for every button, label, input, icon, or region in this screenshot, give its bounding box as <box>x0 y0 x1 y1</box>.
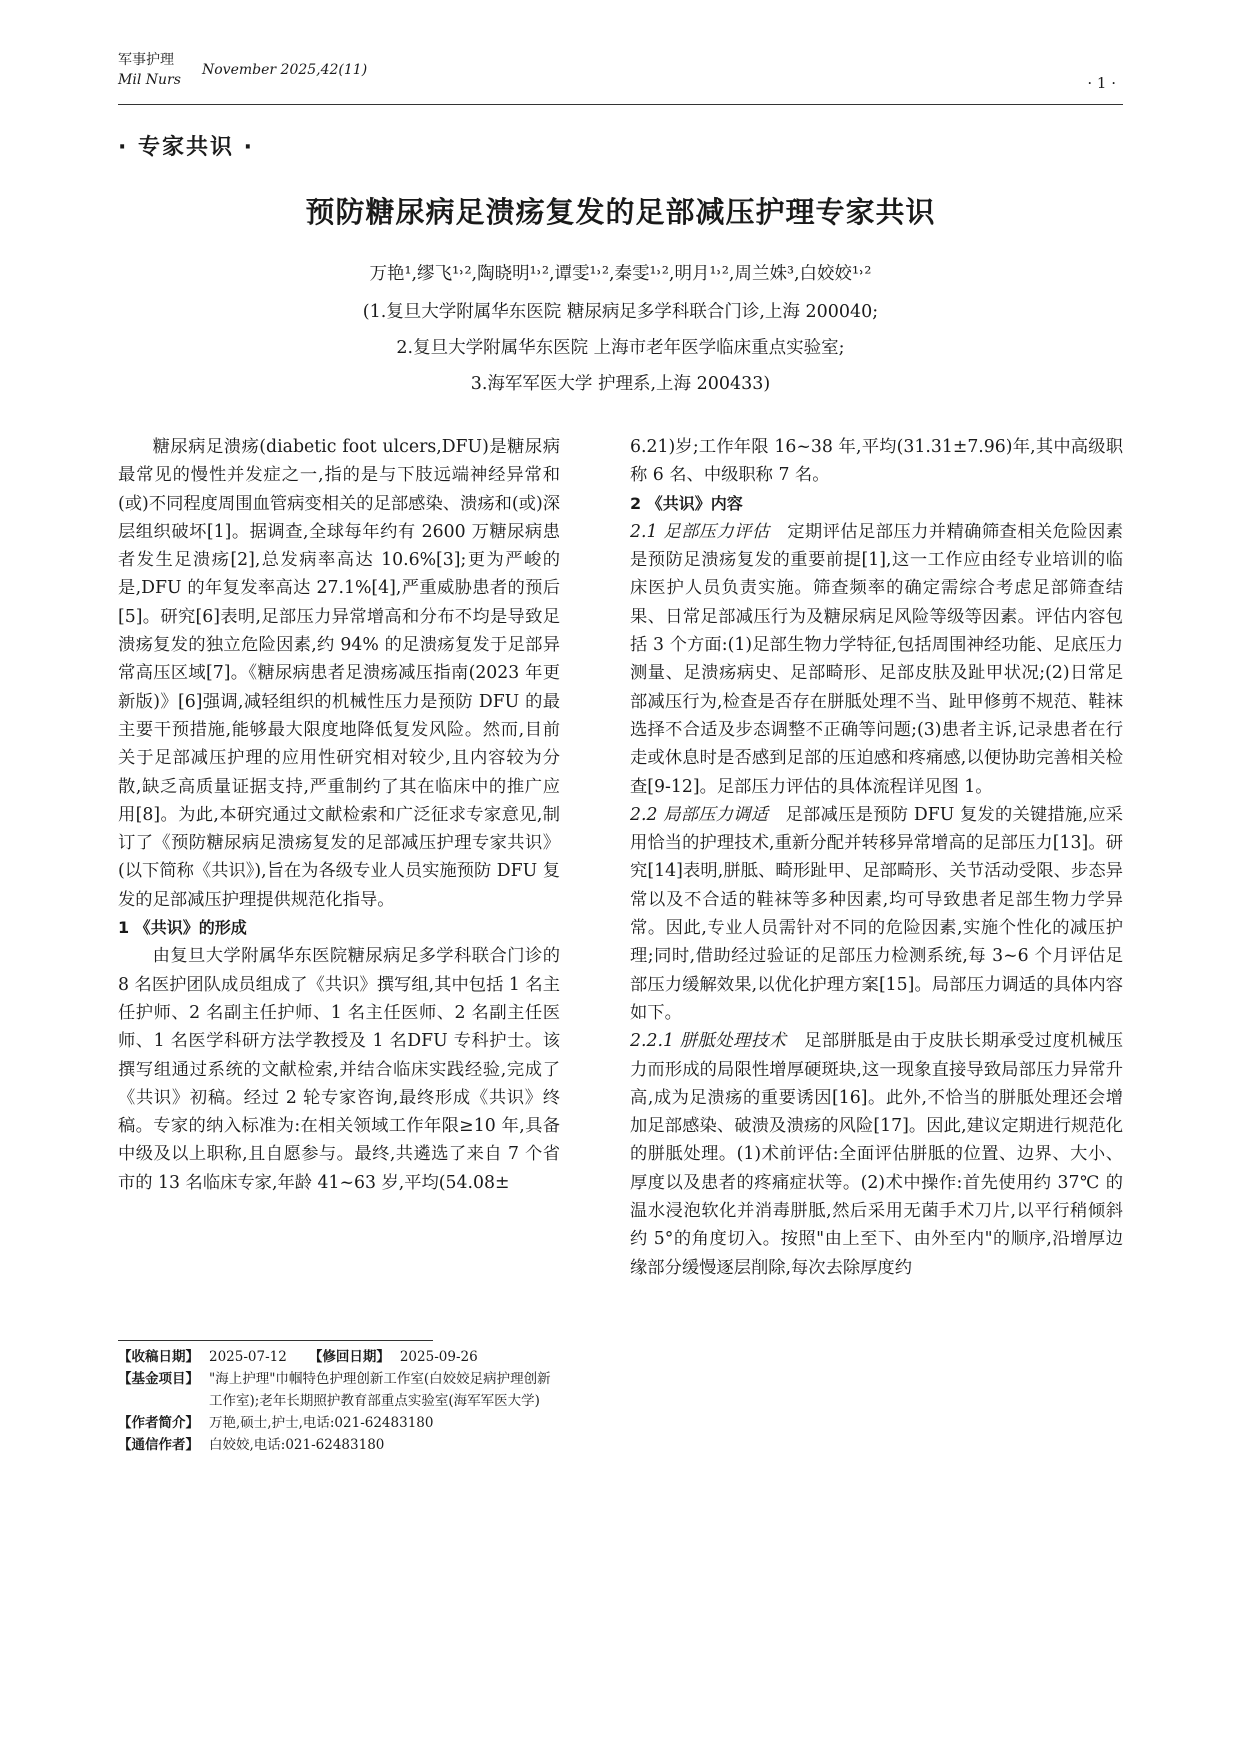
corresponding-row <box>118 1434 560 1456</box>
fund-row <box>118 1368 560 1412</box>
revised-date: 2025-09-26 <box>399 1349 478 1365</box>
corresponding-text: 白姣姣,电话:021-62483180 <box>209 1437 385 1453</box>
left-column <box>118 433 560 1197</box>
page-number: · 1 · <box>1087 74 1116 92</box>
right-column <box>630 433 1123 1282</box>
section-2-heading: 2 《共识》内容 <box>630 493 743 513</box>
section-2-1-heading: 2.1 足部压力评估 <box>630 521 770 542</box>
intro-paragraph: 糖尿病足溃疡(diabetic foot ulcers,DFU)是糖尿病最常见的慢性并发症之一,指的是与下肢远端神经异常和(或)不同程度周围血管病变相关的足部感染、溃疡和(或)深层组织破坏[1]。据调查,全球每年约有 2600 万糖尿病患者发生足溃疡[2],总发病率高达 10.6%[3];更为严峻的是,DFU 的年复发率高达 27.1%[4],严重威胁患者的预后[5]。研究[6]表明,足部压力异常增高和分布不均是导致足溃疡复发的独立危险因素,约 94% 的足溃疡复发于足部异常高压区域[7]。《糖尿病患者足溃疡减压指南(2023 年更新版)》[6]强调,减轻组织的机械性压力是预防 DFU 的最主要干预措施,能够最大限度地降低复发风险。然而,目前关于足部减压护理的应用性研究相对较少,且内容较为分散,缺乏高质量证据支持,严重制约了其在临床中的推广应用[8]。为此,本研究通过文献检索和广泛征求专家意见,制订了《预防糖尿病足溃疡复发的足部减压护理专家共识》(以下简称《共识》),旨在为各级专业人员实施预防 DFU 复发的足部减压护理提供规范化指导。 <box>118 437 560 910</box>
section-2-2-paragraph <box>630 801 1123 1027</box>
journal-name <box>118 50 181 90</box>
continuation-paragraph: 6.21)岁;工作年限 16~38 年,平均(31.31±7.96)年,其中高级职称 6 名、中级职称 7 名。 <box>630 437 1123 486</box>
header-rule <box>118 104 1123 105</box>
fund-text: "海上护理"巾帼特色护理创新工作室(白姣姣足病护理创新工作室);老年长期照护教育部重点实验室(海军军医大学) <box>209 1371 551 1409</box>
footnotes <box>118 1346 560 1456</box>
revised-label: 【修回日期】 <box>308 1349 390 1365</box>
fund-label: 【基金项目】 <box>118 1371 199 1387</box>
column-label: · 专家共识 · <box>118 135 255 160</box>
article-title: 预防糖尿病足溃疡复发的足部减压护理专家共识 <box>305 195 936 229</box>
corresponding-label: 【通信作者】 <box>118 1437 199 1453</box>
author-list: 万艳¹,缪飞¹˒²,陶晓明¹˒²,谭雯¹˒²,秦雯¹˒²,明月¹˒²,周兰姝³,白姣姣¹˒² <box>369 264 872 284</box>
author-bio-text: 万艳,硕士,护士,电话:021-62483180 <box>209 1415 434 1431</box>
section-2-2-1-heading: 2.2.1 胼胝处理技术 <box>630 1031 787 1052</box>
affiliation-3: 3.海军军医大学 护理系,上海 200433) <box>470 374 771 394</box>
author-bio-label: 【作者简介】 <box>118 1415 199 1431</box>
section-2-2-text: 足部减压是预防 DFU 复发的关键措施,应采用恰当的护理技术,重新分配并转移异常增高的足部压力[13]。研究[14]表明,胼胝、畸形趾甲、足部畸形、关节活动受限、步态异常以及不合适的鞋袜等多种因素,均可导致患者足部生物力学异常。因此,专业人员需针对不同的危险因素,实施个性化的减压护理;同时,借助经过验证的足部压力检测系统,每 3~6 个月评估足部压力缓解效果,以优化护理方案[15]。局部压力调适的具体内容如下。 <box>630 804 1123 1023</box>
footnote-rule <box>118 1340 433 1341</box>
section-1-heading: 1 《共识》的形成 <box>118 918 247 938</box>
received-label: 【收稿日期】 <box>118 1349 199 1365</box>
issue-info: November 2025,42(11) <box>202 62 368 78</box>
author-bio-row <box>118 1412 560 1434</box>
affiliation-2: 2.复旦大学附属华东医院 上海市老年医学临床重点实验室; <box>396 338 845 358</box>
received-date: 2025-07-12 <box>209 1349 287 1365</box>
journal-name-cn: 军事护理 <box>118 52 174 68</box>
section-2-1-paragraph <box>630 518 1123 801</box>
dates-row <box>118 1346 560 1368</box>
section-2-2-1-paragraph <box>630 1027 1123 1282</box>
section-2-2-1-text: 足部胼胝是由于皮肤长期承受过度机械压力而形成的局限性增厚硬斑块,这一现象直接导致局部压力异常升高,成为足溃疡的重要诱因[16]。此外,不恰当的胼胝处理还会增加足部感染、破溃及溃疡的风险[17]。因此,建议定期进行规范化的胼胝处理。(1)术前评估:全面评估胼胝的位置、边界、大小、厚度以及患者的疼痛症状等。(2)术中操作:首先使用约 37℃ 的温水浸泡软化并消毒胼胝,然后采用无菌手术刀片,以平行稍倾斜约 5°的角度切入。按照"由上至下、由外至内"的顺序,沿增厚边缘部分缓慢逐层削除,每次去除厚度约 <box>630 1031 1123 1278</box>
section-1-paragraph: 由复旦大学附属华东医院糖尿病足多学科联合门诊的 8 名医护团队成员组成了《共识》撰写组,其中包括 1 名主任护师、2 名副主任护师、1 名主任医师、2 名副主任医师、1 名医学科研方法学教授及 1 名DFU 专科护士。该撰写组通过系统的文献检索,并结合临床实践经验,完成了《共识》初稿。经过 2 轮专家咨询,最终形成《共识》终稿。专家的纳入标准为:在相关领域工作年限≥10 年,具备中级及以上职称,且自愿参与。最终,共遴选了来自 7 个省市的 13 名临床专家,年龄 41~63 岁,平均(54.08± <box>118 946 560 1193</box>
journal-name-en: Mil Nurs <box>118 72 181 88</box>
section-2-2-heading: 2.2 局部压力调适 <box>630 804 769 825</box>
affiliation-1: (1.复旦大学附属华东医院 糖尿病足多学科联合门诊,上海 200040; <box>362 302 879 322</box>
section-2-1-text: 定期评估足部压力并精确筛查相关危险因素是预防足溃疡复发的重要前提[1],这一工作应由经专业培训的临床医护人员负责实施。筛查频率的确定需综合考虑足部筛查结果、日常足部减压行为及糖尿病足风险等级等因素。评估内容包括 3 个方面:(1)足部生物力学特征,包括周围神经功能、足底压力测量、足溃疡病史、足部畸形、足部皮肤及趾甲状况;(2)日常足部减压行为,检查是否存在胼胝处理不当、趾甲修剪不规范、鞋袜选择不合适及步态调整不正确等问题;(3)患者主诉,记录患者在行走或休息时是否感到足部的压迫感和疼痛感,以便协助完善相关检查[9-12]。足部压力评估的具体流程详见图 1。 <box>630 521 1123 797</box>
